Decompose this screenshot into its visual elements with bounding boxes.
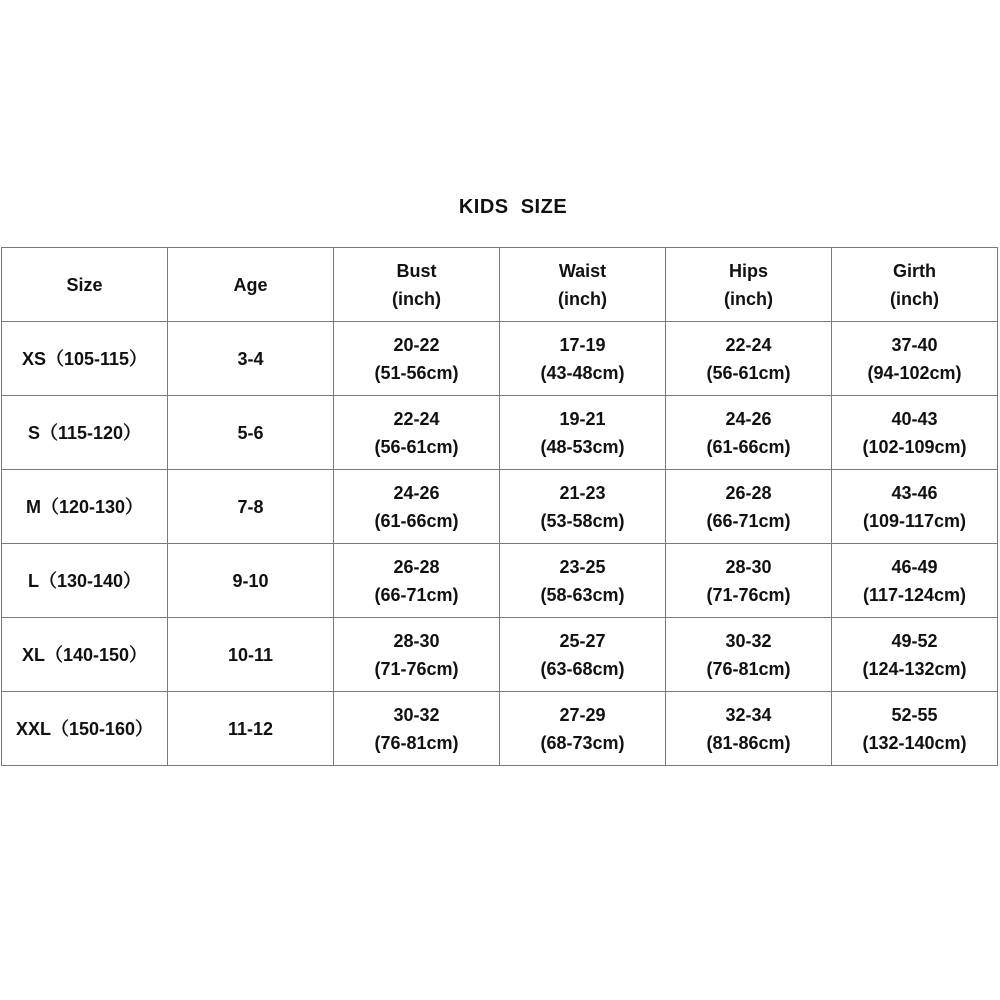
- girth-cm: (124-132cm): [862, 658, 967, 679]
- bust-cell: [334, 322, 500, 396]
- girth-inch: 46-49: [891, 556, 938, 577]
- bust-inch: 30-32: [393, 704, 440, 725]
- girth-cm: (109-117cm): [862, 510, 967, 531]
- waist-inch: 25-27: [559, 630, 606, 651]
- hips-cm: (71-76cm): [706, 584, 791, 605]
- girth-cm: (102-109cm): [862, 436, 967, 457]
- page-title: KIDS SIZE: [458, 196, 568, 218]
- age-cell: 11-12: [168, 692, 334, 766]
- bust-cell: [334, 692, 500, 766]
- hips-cell: [666, 618, 832, 692]
- hips-cell: [666, 544, 832, 618]
- bust-inch: 26-28: [393, 556, 440, 577]
- header-bust-unit: (inch): [392, 288, 441, 309]
- header-waist-unit: (inch): [558, 288, 607, 309]
- waist-cell: [500, 470, 666, 544]
- table-row: [2, 396, 998, 470]
- girth-inch: 40-43: [891, 408, 938, 429]
- waist-cell: [500, 322, 666, 396]
- size-cell: L（130-140）: [2, 544, 168, 618]
- header-age: Age: [168, 248, 334, 322]
- header-hips: [666, 248, 832, 322]
- girth-inch: 43-46: [891, 482, 938, 503]
- table-row: [2, 322, 998, 396]
- hips-cell: [666, 396, 832, 470]
- waist-inch: 17-19: [559, 334, 606, 355]
- table-row: [2, 692, 998, 766]
- size-chart-table: [1, 247, 998, 766]
- hips-cm: (66-71cm): [706, 510, 791, 531]
- age-cell: 7-8: [168, 470, 334, 544]
- waist-cm: (43-48cm): [540, 362, 625, 383]
- waist-cell: [500, 396, 666, 470]
- header-girth: [832, 248, 998, 322]
- header-size: Size: [2, 248, 168, 322]
- waist-cm: (48-53cm): [540, 436, 625, 457]
- age-cell: 9-10: [168, 544, 334, 618]
- header-bust-name: Bust: [396, 260, 437, 281]
- hips-inch: 26-28: [725, 482, 772, 503]
- table-body: [2, 322, 998, 766]
- header-bust: [334, 248, 500, 322]
- bust-cm: (61-66cm): [374, 510, 459, 531]
- header-row: [2, 248, 998, 322]
- header-waist: [500, 248, 666, 322]
- size-cell: XL（140-150）: [2, 618, 168, 692]
- bust-cm: (51-56cm): [374, 362, 459, 383]
- hips-inch: 30-32: [725, 630, 772, 651]
- hips-cell: [666, 692, 832, 766]
- waist-cm: (53-58cm): [540, 510, 625, 531]
- bust-inch: 28-30: [393, 630, 440, 651]
- girth-cell: [832, 396, 998, 470]
- bust-cm: (71-76cm): [374, 658, 459, 679]
- hips-cm: (76-81cm): [706, 658, 791, 679]
- size-cell: S（115-120）: [2, 396, 168, 470]
- age-cell: 3-4: [168, 322, 334, 396]
- size-cell: XXL（150-160）: [2, 692, 168, 766]
- table-header: [2, 248, 998, 322]
- waist-inch: 27-29: [559, 704, 606, 725]
- header-hips-unit: (inch): [724, 288, 773, 309]
- girth-cell: [832, 692, 998, 766]
- girth-inch: 52-55: [891, 704, 938, 725]
- bust-inch: 22-24: [393, 408, 440, 429]
- hips-inch: 32-34: [725, 704, 772, 725]
- hips-cm: (81-86cm): [706, 732, 791, 753]
- waist-cm: (68-73cm): [540, 732, 625, 753]
- girth-cell: [832, 470, 998, 544]
- bust-inch: 24-26: [393, 482, 440, 503]
- waist-cm: (58-63cm): [540, 584, 625, 605]
- bust-cm: (66-71cm): [374, 584, 459, 605]
- table-row: [2, 544, 998, 618]
- age-cell: 5-6: [168, 396, 334, 470]
- girth-cell: [832, 544, 998, 618]
- girth-cell: [832, 322, 998, 396]
- girth-cm: (94-102cm): [867, 362, 962, 383]
- hips-inch: 24-26: [725, 408, 772, 429]
- hips-cm: (61-66cm): [706, 436, 791, 457]
- waist-cm: (63-68cm): [540, 658, 625, 679]
- girth-inch: 49-52: [891, 630, 938, 651]
- hips-cell: [666, 470, 832, 544]
- hips-cell: [666, 322, 832, 396]
- table-row: [2, 618, 998, 692]
- header-girth-name: Girth: [893, 260, 936, 281]
- girth-cell: [832, 618, 998, 692]
- bust-cell: [334, 544, 500, 618]
- header-waist-name: Waist: [558, 260, 607, 281]
- bust-inch: 20-22: [393, 334, 440, 355]
- girth-cm: (117-124cm): [862, 584, 967, 605]
- bust-cell: [334, 470, 500, 544]
- waist-cell: [500, 618, 666, 692]
- waist-inch: 23-25: [559, 556, 606, 577]
- waist-inch: 21-23: [559, 482, 606, 503]
- hips-inch: 22-24: [725, 334, 772, 355]
- bust-cell: [334, 618, 500, 692]
- girth-cm: (132-140cm): [862, 732, 967, 753]
- table-row: [2, 470, 998, 544]
- bust-cm: (76-81cm): [374, 732, 459, 753]
- size-cell: XS（105-115）: [2, 322, 168, 396]
- waist-inch: 19-21: [559, 408, 606, 429]
- size-cell: M（120-130）: [2, 470, 168, 544]
- bust-cm: (56-61cm): [374, 436, 459, 457]
- header-girth-unit: (inch): [890, 288, 939, 309]
- hips-inch: 28-30: [725, 556, 772, 577]
- girth-inch: 37-40: [891, 334, 938, 355]
- age-cell: 10-11: [168, 618, 334, 692]
- waist-cell: [500, 692, 666, 766]
- bust-cell: [334, 396, 500, 470]
- header-hips-name: Hips: [728, 260, 768, 281]
- waist-cell: [500, 544, 666, 618]
- hips-cm: (56-61cm): [706, 362, 791, 383]
